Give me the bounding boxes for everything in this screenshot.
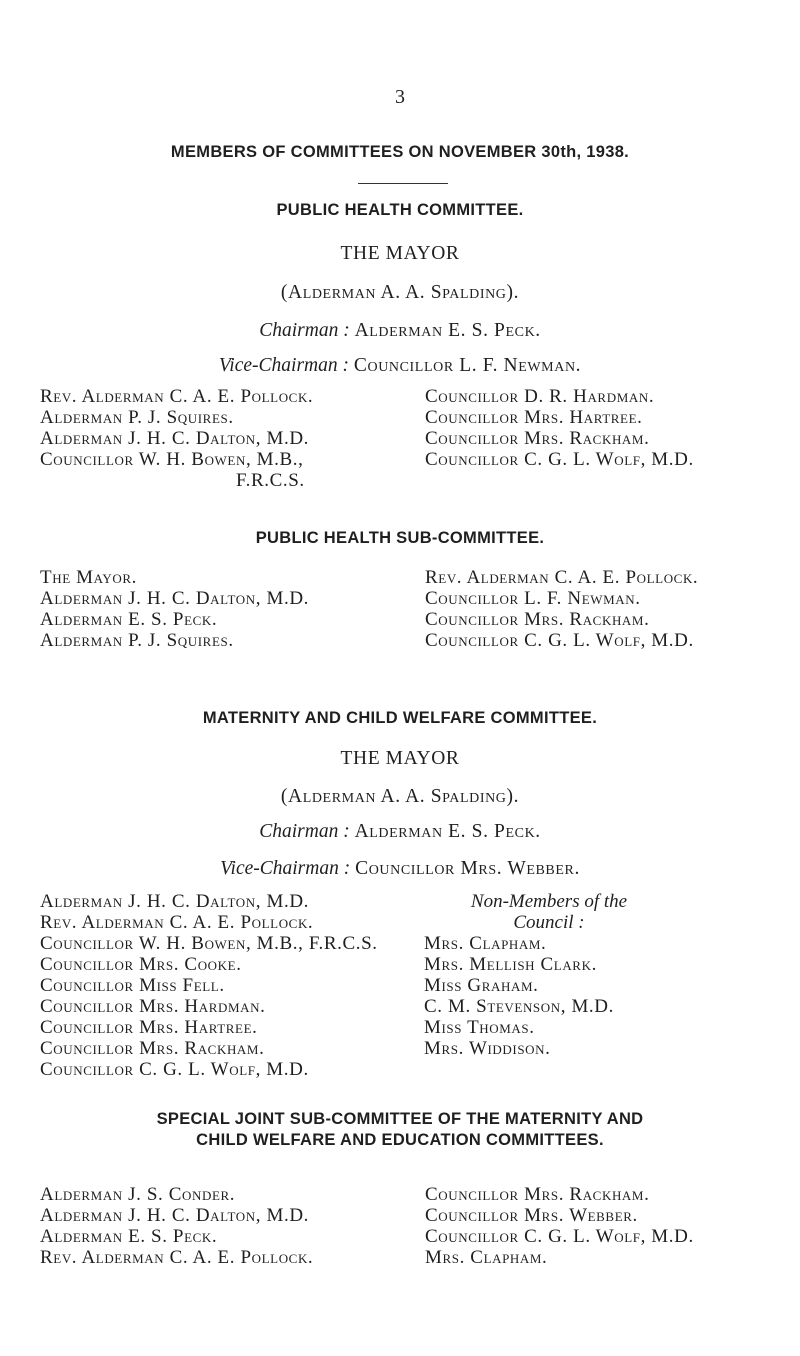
member-name: Councillor Mrs. Rackham. bbox=[425, 428, 650, 449]
public-health-mayor-name: (Alderman A. A. Spalding). bbox=[280, 282, 520, 303]
non-member-name: Miss Thomas. bbox=[424, 1017, 535, 1038]
non-member-name: Mrs. Clapham. bbox=[424, 933, 547, 954]
title-divider bbox=[358, 183, 448, 184]
public-health-sub-right-column bbox=[425, 567, 698, 651]
member-name: Alderman J. H. C. Dalton, M.D. bbox=[40, 891, 309, 912]
member-name: Councillor Mrs. Rackham. bbox=[425, 1184, 650, 1205]
public-health-heading: PUBLIC HEALTH COMMITTEE. bbox=[276, 201, 524, 219]
member-name: Rev. Alderman C. A. E. Pollock. bbox=[40, 386, 314, 407]
member-name: Rev. Alderman C. A. E. Pollock. bbox=[40, 912, 314, 933]
maternity-chairman bbox=[0, 821, 800, 843]
member-name-continuation: F.R.C.S. bbox=[236, 470, 305, 491]
member-name: Rev. Alderman C. A. E. Pollock. bbox=[40, 1247, 314, 1268]
public-health-chairman bbox=[0, 320, 800, 342]
vice-chairman-name: Councillor L. F. Newman. bbox=[353, 355, 582, 376]
member-name: Councillor C. G. L. Wolf, M.D. bbox=[40, 1059, 309, 1080]
member-name: Councillor Mrs. Rackham. bbox=[40, 1038, 265, 1059]
public-health-right-column bbox=[425, 386, 694, 470]
non-member-name: C. M. Stevenson, M.D. bbox=[424, 996, 614, 1017]
member-name: Councillor Mrs. Webber. bbox=[425, 1205, 638, 1226]
member-name: Alderman J. H. C. Dalton, M.D. bbox=[40, 1205, 309, 1226]
chairman-label: Chairman : bbox=[259, 821, 350, 842]
non-member-name: Miss Graham. bbox=[424, 975, 539, 996]
member-name: Councillor Mrs. Hardman. bbox=[40, 996, 266, 1017]
vice-chairman-label: Vice-Chairman : bbox=[218, 355, 349, 376]
maternity-mayor: THE MAYOR bbox=[340, 748, 460, 769]
member-name: Councillor W. H. Bowen, M.B., F.R.C.S. bbox=[40, 933, 378, 954]
member-name: Councillor Mrs. Cooke. bbox=[40, 954, 242, 975]
member-name: Councillor C. G. L. Wolf, M.D. bbox=[425, 1226, 694, 1247]
chairman-name: Alderman E. S. Peck. bbox=[354, 320, 541, 341]
member-name: Alderman E. S. Peck. bbox=[40, 609, 218, 630]
public-health-vice-chairman bbox=[0, 355, 800, 377]
special-joint-heading: SPECIAL JOINT SUB-COMMITTEE OF THE MATERNITY AND bbox=[156, 1110, 644, 1128]
page-number: 3 bbox=[395, 86, 405, 108]
member-name: Councillor C. G. L. Wolf, M.D. bbox=[425, 449, 694, 470]
member-name: Rev. Alderman C. A. E. Pollock. bbox=[425, 567, 699, 588]
chairman-name: Alderman E. S. Peck. bbox=[354, 821, 541, 842]
non-members-heading: Non-Members of the bbox=[470, 891, 628, 912]
member-name: Alderman J. H. C. Dalton, M.D. bbox=[40, 428, 309, 449]
member-name: Councillor W. H. Bowen, M.B., bbox=[40, 449, 304, 470]
vice-chairman-name: Councillor Mrs. Webber. bbox=[355, 858, 580, 879]
maternity-mayor-name: (Alderman A. A. Spalding). bbox=[280, 786, 520, 807]
vice-chairman-label: Vice-Chairman : bbox=[220, 858, 351, 879]
member-name: Councillor L. F. Newman. bbox=[425, 588, 641, 609]
member-name: Councillor Miss Fell. bbox=[40, 975, 225, 996]
member-name: Councillor C. G. L. Wolf, M.D. bbox=[425, 630, 694, 651]
maternity-right-column bbox=[424, 891, 674, 1059]
maternity-heading: MATERNITY AND CHILD WELFARE COMMITTEE. bbox=[202, 709, 598, 727]
member-name: Alderman E. S. Peck. bbox=[40, 1226, 218, 1247]
member-name: Mrs. Clapham. bbox=[425, 1247, 548, 1268]
member-name: The Mayor. bbox=[40, 567, 137, 588]
maternity-vice-chairman bbox=[0, 858, 800, 880]
member-name: Alderman P. J. Squires. bbox=[40, 630, 234, 651]
chairman-label: Chairman : bbox=[259, 320, 350, 341]
member-name: Alderman J. H. C. Dalton, M.D. bbox=[40, 588, 309, 609]
non-member-name: Mrs. Mellish Clark. bbox=[424, 954, 597, 975]
special-joint-left-column bbox=[40, 1184, 313, 1268]
public-health-sub-heading: PUBLIC HEALTH SUB-COMMITTEE. bbox=[255, 529, 545, 547]
special-joint-heading-cont: CHILD WELFARE AND EDUCATION COMMITTEES. bbox=[196, 1131, 604, 1149]
member-name: Councillor D. R. Hardman. bbox=[425, 386, 655, 407]
public-health-left-column bbox=[40, 386, 313, 491]
special-joint-right-column bbox=[425, 1184, 694, 1268]
member-name: Alderman J. S. Conder. bbox=[40, 1184, 236, 1205]
non-member-name: Mrs. Widdison. bbox=[424, 1038, 551, 1059]
member-name: Councillor Mrs. Hartree. bbox=[40, 1017, 258, 1038]
non-members-heading-cont: Council : bbox=[513, 912, 585, 933]
maternity-left-column bbox=[40, 891, 378, 1080]
member-name: Councillor Mrs. Rackham. bbox=[425, 609, 650, 630]
member-name: Alderman P. J. Squires. bbox=[40, 407, 234, 428]
public-health-sub-left-column bbox=[40, 567, 309, 651]
member-name: Councillor Mrs. Hartree. bbox=[425, 407, 643, 428]
public-health-mayor: THE MAYOR bbox=[340, 243, 460, 264]
page-title: MEMBERS OF COMMITTEES ON NOVEMBER 30th, 1938. bbox=[170, 143, 630, 161]
